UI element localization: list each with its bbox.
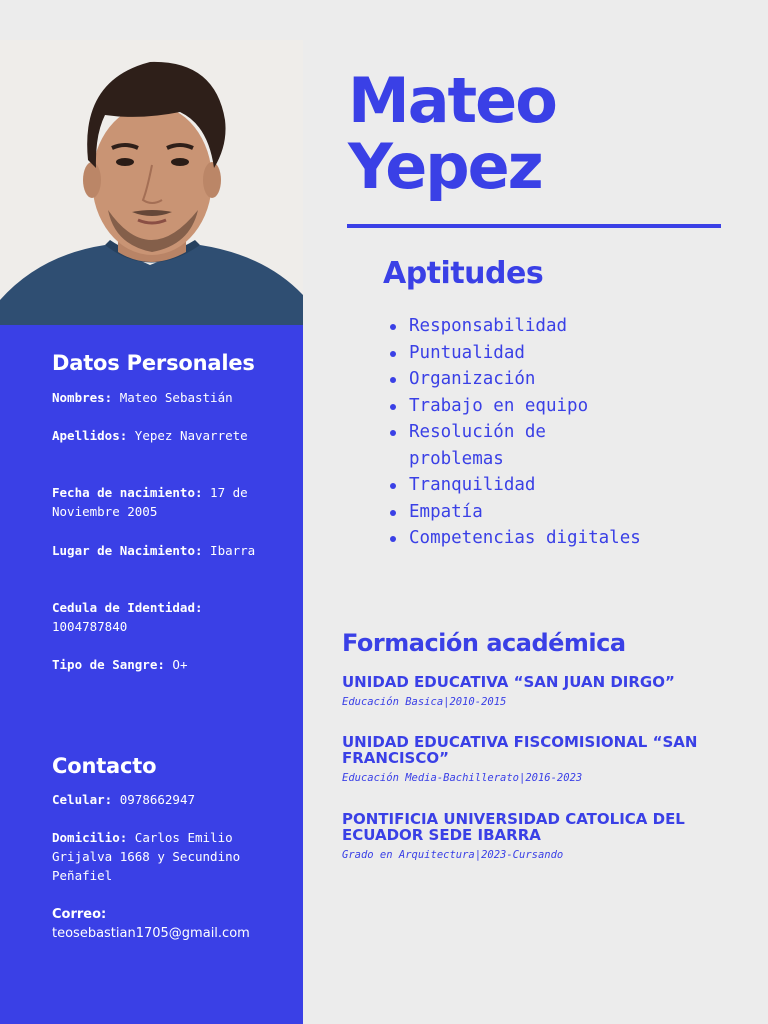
field-value: 17 de Noviembre 2005	[52, 485, 248, 519]
name-divider	[347, 224, 721, 228]
field-surnames	[52, 426, 282, 445]
field-address	[52, 828, 282, 885]
field-label: Nombres:	[52, 390, 113, 405]
field-birth-place	[52, 541, 282, 560]
field-email	[52, 905, 282, 943]
field-label: Domicilio:	[52, 830, 128, 845]
list-item: Responsabilidad	[388, 313, 648, 340]
list-item: Organización	[388, 366, 648, 393]
field-label: Lugar de Nacimiento:	[52, 543, 203, 558]
field-label: Celular:	[52, 792, 113, 807]
education-entry	[342, 811, 722, 861]
field-value: 1004787840	[52, 619, 128, 634]
field-names	[52, 388, 282, 407]
education-heading: Formación académica	[342, 629, 626, 657]
field-birth-date	[52, 483, 282, 521]
phone-value: 0978662947	[112, 792, 196, 807]
first-name: Mateo	[348, 64, 556, 137]
skills-heading: Aptitudes	[383, 256, 544, 291]
field-label: Tipo de Sangre:	[52, 657, 165, 672]
last-name: Yepez	[348, 130, 542, 203]
field-value: Yepez Navarrete	[127, 428, 248, 443]
field-label: Cedula de Identidad:	[52, 600, 203, 615]
school-name: PONTIFICIA UNIVERSIDAD CATOLICA DEL ECUADOR SEDE IBARRA	[342, 810, 685, 844]
candidate-name	[348, 64, 556, 203]
list-item: Trabajo en equipo	[388, 393, 648, 420]
list-item: Empatía	[388, 499, 648, 526]
education-entry	[342, 734, 722, 784]
list-item: Puntualidad	[388, 340, 648, 367]
field-blood-type	[52, 655, 282, 674]
list-item: Resolución de problemas	[388, 419, 648, 472]
field-label: Apellidos:	[52, 428, 128, 443]
field-value: Ibarra	[202, 543, 256, 558]
school-name: UNIDAD EDUCATIVA FISCOMISIONAL “SAN FRANCISCO”	[342, 733, 698, 767]
skills-list	[388, 313, 648, 552]
school-detail: Educación Basica|2010-2015	[342, 696, 507, 708]
field-value: Mateo Sebastián	[112, 390, 233, 405]
school-detail: Educación Media-Bachillerato|2016-2023	[342, 772, 583, 784]
profile-photo	[0, 40, 303, 326]
field-label: Correo:	[52, 907, 107, 922]
field-label: Fecha de nacimiento:	[52, 485, 203, 500]
portrait-image	[0, 40, 303, 326]
list-item: Competencias digitales	[388, 525, 648, 552]
address-value: Carlos Emilio Grijalva 1668 y Secundino Peñafiel	[52, 830, 241, 883]
school-name: UNIDAD EDUCATIVA “SAN JUAN DIRGO”	[342, 673, 675, 691]
field-phone	[52, 790, 282, 809]
list-item: Tranquilidad	[388, 472, 648, 499]
education-entry	[342, 674, 722, 708]
field-id-number	[52, 598, 282, 636]
sidebar	[0, 325, 303, 1024]
contact-heading: Contacto	[52, 754, 157, 778]
field-value: O+	[164, 657, 188, 672]
email-value: teosebastian1705@gmail.com	[52, 926, 250, 941]
school-detail: Grado en Arquitectura|2023-Cursando	[342, 849, 564, 861]
personal-data-heading: Datos Personales	[52, 351, 255, 375]
